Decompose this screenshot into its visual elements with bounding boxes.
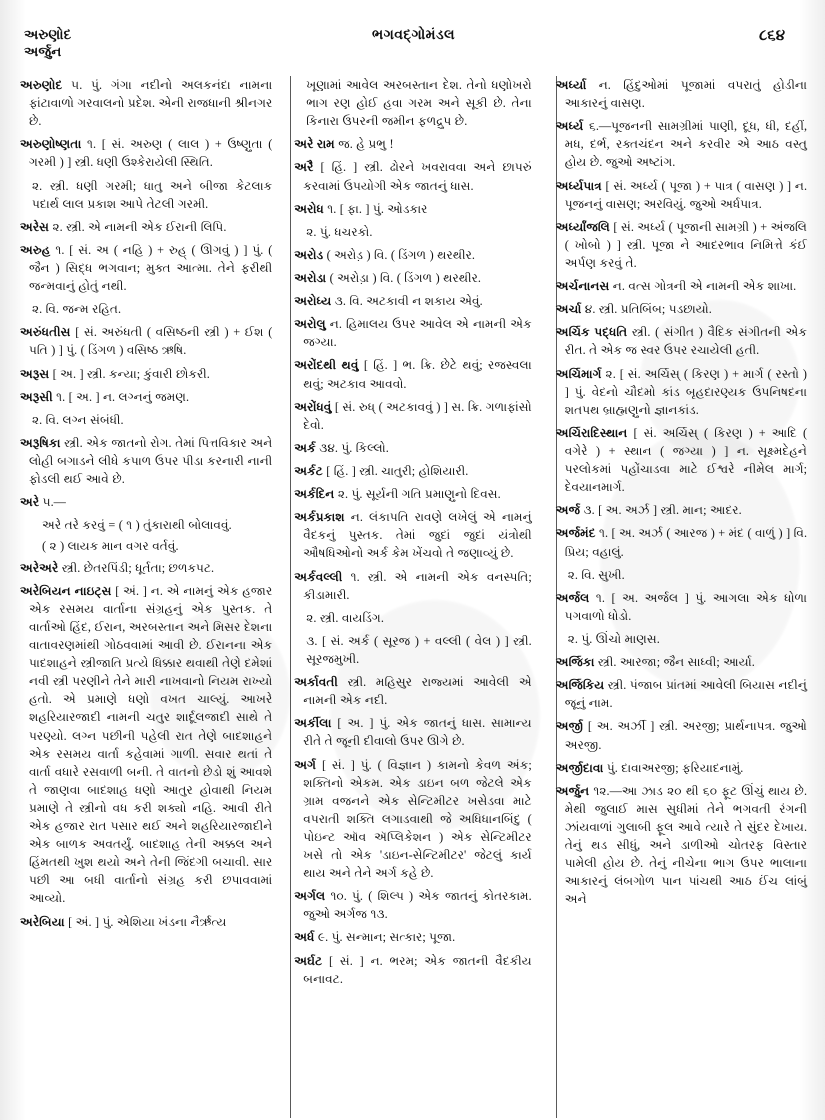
entry-body: ૧. સ્ત્રી. એ નામની એક વનસ્પતિ; કીડામારી.	[303, 569, 532, 602]
book-title: ભગવદ્ગોમંડલ	[371, 28, 456, 43]
entry-headword: અર્કપ્રકાશ	[294, 510, 345, 525]
dictionary-entry	[556, 589, 807, 625]
dictionary-entry	[294, 292, 531, 310]
entry-headword: અર્કટ	[294, 463, 323, 478]
dictionary-entry	[294, 158, 531, 194]
column-container	[20, 76, 807, 1118]
dictionary-entry	[556, 630, 807, 648]
dictionary-entry	[20, 411, 272, 429]
dictionary-entry	[294, 714, 531, 750]
entry-body: ૧. [ સં. અરુણ ( લાલ ) + ઉષ્ણુતા ( ગરમી ) ] સ્ત્રી. ધણી ઉશ્કેરાયેલી સ્થિતિ.	[29, 137, 273, 170]
dictionary-entry	[294, 609, 531, 627]
dictionary-entry	[294, 135, 531, 153]
dictionary-entry	[294, 508, 531, 562]
dictionary-entry	[556, 759, 807, 777]
entry-body: અરે તરે કરવું = ( ૧ ) તુંકારાથી બોલાવવું.	[42, 518, 232, 533]
entry-headword: અરોલુ	[294, 317, 326, 332]
dictionary-entry	[294, 673, 531, 709]
entry-body: ૬.—પૂજનની સામગ્રીમાં પાણી, દૂધ, ધી, દહીં, મધ, દર્ભ, રક્તચંદન અને કરવીર એ આઠ વસ્તુ હોય છે. જુઓ અષ્ટાંગ.	[564, 119, 807, 170]
entry-body: [ અં. ] ન. એ નામનું એક હજાર એક રસમય વાર્તાના સંગ્રહનું એક પુસ્તક. તે વાર્તાઓ હિંદ, ઈરાન, અરબસ્તાન અને મિસર દેશના વાતાવરણમાંથી ગોઠવવામાં આવી છે. ઈરાનના એક પાદશાહને સ્ત્રીજાતિ પ્રત્યે ધિક્કાર થવાથી તેણે દમેશાં નવી સ્ત્રી પરણીને તેને મારી નાખવાનો નિયમ રાખ્યો હતો. એ પ્રમાણે ધણો વખત ચાલ્યું. આખરે શહરિયારજાદી નામની ચતુર શાર્દૂલજાદી સાથે તે પરણ્યો. લગ્ન પછીની પહેલી રાત તેણે બાદશાહને એક રસમય વાર્તા કહેવામાં ગાળી. સવાર થતાં તે વાર્તા વધારે રસવાળી બની. તે વાતનો છેડો શું આવશે તે જાણવા બાદશાહ ધણો આતુર હોવાથી નિયમ પ્રમાણે તે સ્ત્રીનો વધ કરી શક્યો નહિ. આવી રીતે એક હજાર રાત પસાર થઈ અને શહરિયારજાદીને એક બાળક અવતર્યું. બાદશાહ તેની અક્કલ અને હિંમતથી ખુશ થયો અને તેની જિંદગી બચાવી. સાર પછી આ બધી વાર્તાનો સંગ્રહ કરી છપાવવામાં આવ્યો.	[29, 583, 273, 906]
dictionary-entry	[20, 135, 272, 171]
entry-body: [ સં. અરુંધતી ( વસિષ્ઠની સ્ત્રી ) + ઈશ ( પતિ ) ] પું. ( ડિંગળ ) વસિષ્ઠ ઋષિ.	[29, 325, 273, 358]
dictionary-entry	[294, 315, 531, 351]
dictionary-entry	[294, 568, 531, 604]
entry-body: [ હિં. ] સ્ત્રી. ઢોરને ખવરાવવા અને છાપરું કરવામાં ઉપયોગી એક જાતનું ધાસ.	[303, 160, 532, 193]
entry-body: ૧. [ અ. અર્ઝ ( આરજ ) + મંદ ( વાળું ) ] વિ. પ્રિય; વહાલું.	[564, 526, 807, 559]
entry-body: ૨. પું. ધચરકો.	[306, 224, 373, 239]
dictionary-entry	[20, 388, 272, 406]
entry-body: ૨. [ સં. અર્ચિસ્ ( કિરણ ) + માર્ગ ( રસ્તો ) ] પું. વેદનો ચૌદમો કાંડ બૃહદારણ્યક ઉપનિષદના શતપથ બ્રાહ્મણુનો જ્ઞાનકાંડ.	[564, 366, 807, 417]
dictionary-entry	[294, 887, 531, 923]
entry-body: [ અં. ] પું. એશિયા ખંડના નૈર્ઋત્ય	[64, 914, 227, 929]
dictionary-entry	[294, 200, 531, 218]
entry-headword: અર્ગલ	[294, 889, 326, 904]
entry-body: ૧. [ ફા. ] પું. ઓડકાર	[323, 201, 428, 216]
entry-body: [ હિં. ] ભ. ક્રિ. છેટે થવું; રજસ્વલા થવું; અટકાવ આવવો.	[303, 358, 532, 391]
entry-headword: અર્ચનાનસ	[555, 279, 610, 294]
dictionary-entry	[20, 559, 272, 577]
text-column-1	[20, 76, 284, 1118]
dictionary-entry	[556, 717, 807, 753]
entry-body: સ્ત્રી. છેતરપિંડી; ધૂર્તતા; છળકપટ.	[58, 560, 215, 575]
entry-headword: અર્જિકિય	[555, 678, 605, 693]
entry-headword: અર્ઘટ	[294, 953, 323, 968]
dictionary-entry	[294, 246, 531, 264]
entry-headword: અરુંધતીસ	[20, 325, 71, 340]
entry-body: ( અરોડ઼ ) વિ. ( ડિંગળ ) થરથીર.	[323, 247, 475, 262]
dictionary-entry	[294, 928, 531, 946]
entry-body: ન. હિંદુઓમાં પૂજામાં વપરાતું હોડીના આકારનું વાસણ.	[564, 78, 807, 111]
entry-headword: અર્ક	[294, 440, 316, 455]
entry-body: [ સં. ] પું. ( વિજ્ઞાન ) કામનો કેવળ અંક; શક્તિનો એકમ. એક ડાઇન બળ જેટલે એક ગ્રામ વજનને એક સેન્ટિમીટર ખસેડવા માટે વપરાતી શક્તિ લગાડવાથી જે અધિધાનબિંદુ ( પોઇન્ટ ઑવ ઍપ્લિકેશન ) એક સેન્ટિમીટર ખસે તો એક 'ડાઇન-સેન્ટિમીટર' જેટલું કાર્ય થાય અને તેને અર્ગ કહે છે.	[303, 757, 532, 881]
entry-headword: અરેસ	[20, 219, 50, 234]
entry-body: ન. લંકાપતિ રાવણે લખેલું એ નામનું વૈદકનું પુસ્તક. તેમાં જુદાં જુદાં યંત્રોથી ઔષધિઓનો અર્ક કેમ ખેંચવો તે જણાવ્યું છે.	[303, 510, 532, 561]
entry-body: ૨. વિ. સુખી.	[567, 567, 625, 582]
entry-headword: અરે	[20, 495, 40, 510]
entry-body: જ. હે પ્રભુ !	[334, 137, 394, 152]
entry-body: [ હિં. ] સ્ત્રી. ચાતુરી; હોશિયારી.	[322, 463, 469, 478]
entry-headword: અર્જુન	[555, 783, 590, 798]
entry-headword: અરોધ	[294, 201, 324, 216]
entry-body: ૧. [ અ. ] ન. લગ્નનું જમણ.	[52, 389, 190, 404]
entry-headword: અર્જમંદ	[555, 526, 596, 541]
entry-body: ૧. [ અ. અર્જલ ] પું. આગલા એક ધોળા પગવાળો ધોડો.	[564, 590, 807, 623]
entry-body: ( અરોડ઼ા ) વિ. ( ડિંગળ ) થરથીર.	[326, 270, 481, 285]
entry-body: સ્ત્રી. આરજા; જૈન સાધ્વી; આર્યા.	[594, 655, 755, 670]
entry-body: [ સં. અર્ધ્ય ( પૂજા ) + પાત્ર ( વાસણ ) ] ન. પૂજનનું વાસણ; અરવિયું. જુઓ અર્ધપાત્ર.	[564, 178, 807, 211]
entry-headword: અર્ધ્યા	[555, 78, 587, 92]
entry-body: પું. દાવાઅરજી; ફરિયાદનામું.	[603, 760, 744, 775]
dictionary-entry	[294, 756, 531, 883]
entry-body: ૨. પું. સૂર્યની ગતિ પ્રમાણુનો દિવસ.	[334, 487, 501, 502]
dictionary-entry	[556, 277, 807, 295]
entry-body: ૫.—	[39, 495, 66, 510]
guide-word-first: અરુણોદ	[24, 27, 72, 42]
entry-headword: અરૂસ	[20, 366, 50, 381]
dictionary-entry	[20, 300, 272, 318]
entry-body: ૨. વિ. લગ્ન સંબંધી.	[32, 412, 124, 427]
dictionary-entry	[20, 365, 272, 383]
dictionary-entry	[20, 537, 272, 555]
entry-body: ૧૦. પું. ( શિલ્પ ) એક જાતનું કોતરકામ. જુઓ અર્ગજ ૧૩.	[303, 889, 532, 922]
entry-headword: અર્કીલા	[294, 716, 332, 731]
entry-headword: અર્ધ	[294, 930, 315, 945]
entry-headword: અરુણોષ્ણતા	[20, 137, 82, 152]
dictionary-entry	[294, 398, 531, 434]
dictionary-entry	[556, 76, 807, 112]
entry-body: ૧. [ સં. અ ( નહિ ) + રુહ્ ( ઊગવું ) ] પું. ( જૈન ) સિદ્ધ ભગવાન; મુક્ત આત્મા. તેને ફરીથી જન્મવાનું હોતું નથી.	[29, 242, 273, 294]
dictionary-entry	[556, 323, 807, 359]
entry-body: ૨. સ્ત્રી. વાયડિંગ.	[306, 610, 384, 625]
entry-headword: અરુણોદ	[20, 78, 63, 92]
entry-body: [ સં. ] ન. ભરમ; એક જાતની વૈદકીય બનાવટ.	[303, 953, 532, 986]
entry-headword: અર્ધ્ય	[555, 119, 584, 134]
entry-headword: અરોંદથી થવું	[294, 358, 359, 373]
entry-headword: અર્કવલ્લી	[294, 569, 343, 584]
dictionary-entry	[556, 653, 807, 671]
dictionary-entry	[20, 516, 272, 534]
dictionary-entry	[556, 300, 807, 318]
dictionary-entry	[20, 434, 272, 488]
entry-body: [ સં. અર્ધ્ય ( પૂજાની સામગ્રી ) + અંજલિ ( ખોબો ) ] સ્ત્રી. પૂજા ને આદરભાવ નિમિત્તે કંઈ અર્પણ કરવું તે.	[564, 219, 807, 270]
running-head	[20, 26, 807, 70]
entry-headword: અરે રામ	[294, 137, 335, 152]
text-column-2	[284, 76, 543, 1118]
dictionary-entry	[294, 632, 531, 668]
entry-headword: અરુહ	[20, 242, 51, 257]
entry-body: સ્ત્રી. મહિસુર રાજ્યમાં આવેલી એ નામની એક નદી.	[303, 675, 532, 708]
entry-headword: અરેબિયા	[20, 914, 65, 929]
entry-headword: અરૂષિકા	[20, 435, 61, 450]
entry-body: ૩. વિ. અટકાવી ન શકાય એવું.	[331, 294, 483, 309]
dictionary-entry	[556, 218, 807, 272]
dictionary-entry	[20, 177, 272, 213]
entry-body: [ અ. ] સ્ત્રી. કન્યા; કુંવારી છોકરી.	[49, 366, 210, 381]
entry-headword: અરોંધવું	[294, 399, 332, 414]
entry-headword: અરેબિયન નાઇટ્સ	[20, 583, 112, 598]
entry-headword: અરોડ	[294, 247, 324, 262]
entry-body: [ સં. રુધ્ ( અટકાવવું ) ] સ. ક્રિ. ગળાફાંસો દેવો.	[303, 399, 532, 432]
dictionary-entry	[294, 269, 531, 287]
dictionary-entry	[294, 76, 531, 130]
dictionary-entry	[20, 76, 272, 130]
entry-body: ( ૨ ) લાયક માન વગર વર્તવું.	[42, 539, 179, 554]
text-column-3	[544, 76, 807, 1118]
dictionary-entry	[20, 582, 272, 908]
entry-headword: અર્જલ	[555, 590, 590, 605]
dictionary-entry	[294, 439, 531, 457]
entry-body: ૩૪. પું. કિલ્લો.	[315, 440, 389, 455]
dictionary-entry	[556, 365, 807, 419]
entry-body: સ્ત્રી. પંજાબ પ્રાંતમાં આવેલી બિયાસ નદીનું જૂનું નામ.	[564, 678, 807, 711]
dictionary-entry	[294, 485, 531, 503]
dictionary-entry	[294, 223, 531, 241]
entry-body: ખૂણામાં આવેલ અરબસ્તાન દેશ. તેનો ધણોખરો ભાગ રણ હોઈ હવા ગરમ અને સૂકી છે. તેના કિનારા ઉપરની જમીન ફળદ્રુપ છે.	[306, 78, 532, 129]
entry-headword: અરોડા	[294, 270, 327, 285]
entry-body: ૪. સ્ત્રી. પ્રતિબિંબ; પડછાયો.	[581, 302, 712, 317]
entry-body: ન. વત્સ ગોત્રની એ નામની એક શાખા.	[609, 279, 797, 294]
dictionary-entry	[556, 566, 807, 584]
entry-headword: અરૂસી	[20, 389, 53, 404]
entry-headword: અર્ચિક પદ્ધતિ	[555, 325, 628, 340]
dictionary-entry	[556, 424, 807, 496]
entry-body: ૩. [ અ. અર્ઝ ] સ્ત્રી. માન; આદર.	[580, 503, 742, 518]
entry-headword: અર્કાવતી	[294, 675, 338, 690]
entry-headword: અર્ચિરાદિસ્થાન	[555, 425, 628, 440]
entry-body: સ્ત્રી. ( સંગીત ) વૈદિક સંગીતની એક રીત. તે એક જ સ્વર ઉપર રચાયેલી હતી.	[564, 325, 807, 358]
entry-headword: અરૈ	[294, 160, 314, 175]
entry-headword: અર્ધ્યપાત્ર	[555, 178, 602, 193]
dictionary-entry	[20, 493, 272, 511]
entry-headword: અર્કદિન	[294, 487, 335, 502]
entry-body: ૨. પું. ઊંચો માણસ.	[567, 631, 660, 646]
entry-body: ૧૨.—આ ઝાડ ૨૦ થી ૬૦ ફૂટ ઊંચું થાય છે. મેથી જુલાઈ માસ સુધીમાં તેને ભગવતી રંગની ઝાંયવાળાં ગુલાબી ફૂલ આવે ત્યારે તે સુંદર દેખાય. તેનું થડ સીધું, અને ડાળીઓ ચોતરફ વિસ્તાર પામેલી હોય છે. તેનું નીચેના ભાગ ઉપર ભાલાના આકારનું લંબગોળ પાન પાંચથી આઠ ઈંચ લાંબું અને	[564, 783, 807, 907]
entry-headword: અર્જીદાવા	[555, 760, 604, 775]
entry-headword: અર્ગ	[294, 757, 317, 772]
dictionary-entry	[556, 117, 807, 171]
entry-headword: અર્ચા	[555, 302, 582, 317]
dictionary-entry	[20, 241, 272, 295]
entry-headword: અર્ધ્યાંજલિ	[555, 219, 610, 234]
entry-headword: અર્જિકા	[555, 655, 595, 670]
entry-headword: અરોધ્ય	[294, 294, 332, 309]
dictionary-entry	[556, 524, 807, 560]
entry-body: ૩. [ સં. અર્ક ( સૂરજ ) + વલ્લી ( વેલ ) ] સ્ત્રી. સૂરજમુખી.	[306, 633, 532, 666]
dictionary-entry	[556, 501, 807, 519]
dictionary-entry	[20, 913, 272, 931]
entry-body: ૨. સ્ત્રી. ધણી ગરમી; ધાતુ અને બીજા કેટલાક પદાર્થ લાલ પ્રકાશ આપે તેટલી ગરમી.	[32, 178, 273, 211]
entry-body: સ્ત્રી. એક જાતનો રોગ. તેમાં પિત્તવિકાર અને લોહી બગાડને લીધે કપાળ ઉપર પીડા કરનારી નાની ફોડલી થઈ આવે છે.	[29, 435, 273, 487]
entry-headword: અરેઅરે	[20, 560, 59, 575]
dictionary-entry	[20, 323, 272, 359]
entry-body: ૫. પું. ગંગા નદીનો અલકનંદા નામના ફાંટાવાળો ગરવાલનો પ્રદેશ. એની રાજધાની શ્રીનગર છે.	[29, 78, 273, 129]
dictionary-entry	[294, 356, 531, 392]
dictionary-entry	[556, 177, 807, 213]
entry-body: ન. હિમાલય ઉપર આવેલ એ નામની એક જગ્યા.	[303, 317, 532, 350]
guide-word-second: અર્જુન	[24, 44, 62, 59]
dictionary-entry	[294, 462, 531, 480]
dictionary-entry	[556, 782, 807, 909]
dictionary-entry	[20, 218, 272, 236]
entry-body: ૨. સ્ત્રી. એ નામની એક ઈરાની લિપિ.	[49, 219, 227, 234]
entry-headword: અર્ચિમાર્ગ	[555, 366, 602, 381]
dictionary-entry	[556, 676, 807, 712]
entry-headword: અર્જ	[555, 503, 581, 518]
entry-body: ૯. પું. સન્માન; સત્કાર; પૂજા.	[314, 930, 456, 945]
entry-body: ૨. વિ. જન્મ રહિત.	[32, 302, 122, 317]
entry-headword: અર્જી	[555, 719, 584, 734]
dictionary-entry	[294, 952, 531, 988]
entry-body: [ સં. અર્ચિસ્ ( કિરણ ) + આદિ ( વગેરે ) + સ્થાન ( જગ્યા ) ] ન. સૂક્ષ્મદેહને પરલોકમાં પહોંચાડવા માટે ઈશ્વરે નીમેલ માર્ગ; દેવયાનમાર્ગ.	[564, 425, 807, 495]
entry-body: [ અ. ] પું. એક જાતનું ધાસ. સામાન્ય રીતે તે જૂની દીવાલો ઉપર ઊગે છે.	[303, 716, 532, 749]
entry-body: [ અ. અર્ઝી ] સ્ત્રી. અરજી; પ્રાર્થનાપત્ર. જુઓ અરજી.	[564, 719, 807, 752]
page-number: ૮૬૪	[759, 28, 785, 44]
